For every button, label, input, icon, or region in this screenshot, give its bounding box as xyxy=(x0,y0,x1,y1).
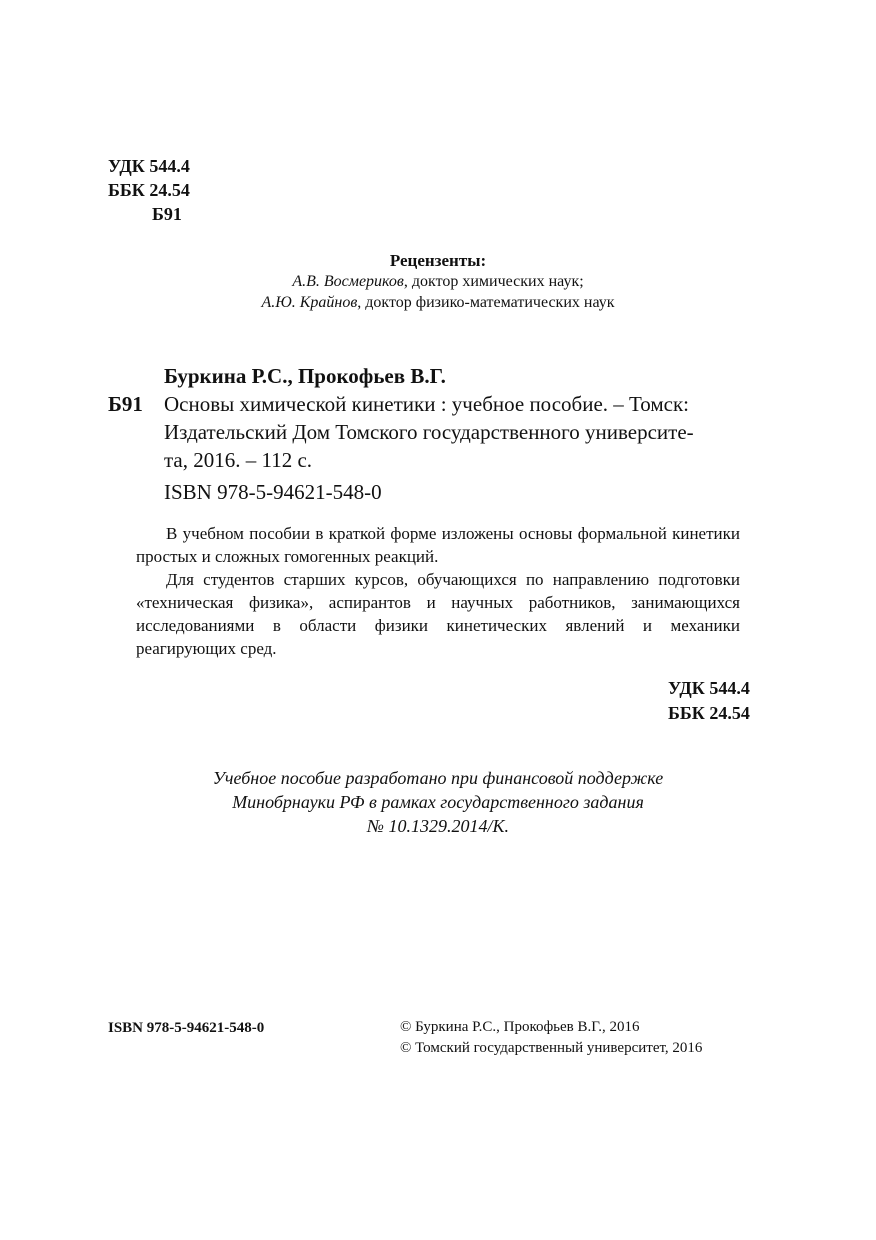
funding-line-3: № 10.1329.2014/К. xyxy=(367,816,509,836)
bib-line-2: Издательский Дом Томского государственного университе- xyxy=(164,420,694,444)
funding-note xyxy=(0,766,876,838)
udk-code-bottom: УДК 544.4 xyxy=(668,678,750,698)
udk-code: УДК 544.4 xyxy=(108,156,190,176)
annotation-paragraph-1: В учебном пособии в краткой форме изложены основы формальной кинетики простых и сложных гомогенных реакций. xyxy=(136,524,740,566)
bib-isbn: ISBN 978-5-94621-548-0 xyxy=(164,480,382,504)
reviewer-1-name: А.В. Восмериков xyxy=(292,273,404,290)
reviewer-2 xyxy=(0,292,876,313)
bib-code: Б91 xyxy=(108,392,143,416)
classification-block xyxy=(108,154,190,226)
bib-line-3: та, 2016. – 112 с. xyxy=(164,448,313,472)
bib-line-1: Основы химической кинетики : учебное пособие. – Томск: xyxy=(164,392,690,416)
annotation xyxy=(136,522,740,660)
copyright-university: © Томский государственный университет, 2016 xyxy=(400,1040,703,1056)
annotation-paragraph-2: Для студентов старших курсов, обучающихся по направлению подготовки «техническая физика», аспирантов и научных работников, занимающихся исследованиями в области физики кинетических явлений и механики реагирующих сред. xyxy=(136,570,740,658)
copyright-block xyxy=(400,1017,702,1059)
footer-isbn: ISBN 978-5-94621-548-0 xyxy=(108,1020,265,1036)
reviewers-block xyxy=(0,250,876,313)
authors: Буркина Р.С., Прокофьев В.Г. xyxy=(164,364,446,388)
classification-bottom xyxy=(668,676,750,726)
reviewers-title: Рецензенты: xyxy=(389,251,487,270)
reviewer-1-degree: , доктор химических наук; xyxy=(403,273,584,290)
reviewer-1 xyxy=(0,271,876,292)
copyright-authors: © Буркина Р.С., Прокофьев В.Г., 2016 xyxy=(400,1019,640,1035)
reviewer-2-name: А.Ю. Крайнов xyxy=(261,294,358,311)
reviewer-2-degree: , доктор физико-математических наук xyxy=(357,294,615,311)
bbk-code: ББК 24.54 xyxy=(108,180,190,200)
author-mark: Б91 xyxy=(152,204,182,224)
funding-line-2: Минобрнауки РФ в рамках государственного задания xyxy=(232,792,644,812)
bibliographic-entry xyxy=(108,362,768,506)
bbk-code-bottom: ББК 24.54 xyxy=(668,703,750,723)
funding-line-1: Учебное пособие разработано при финансовой поддержке xyxy=(212,768,664,788)
